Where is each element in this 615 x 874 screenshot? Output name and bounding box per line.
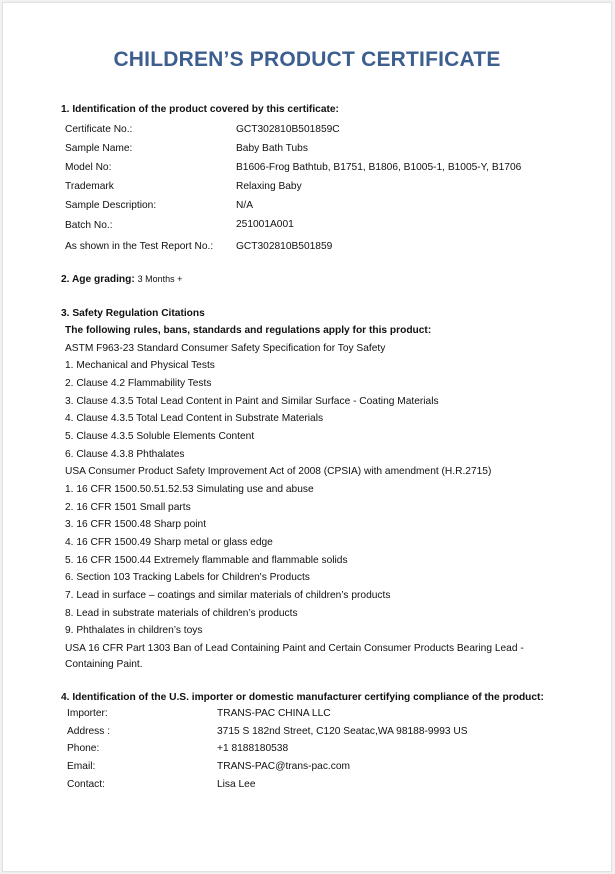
- regulation-line: USA 16 CFR Part 1303 Ban of Lead Containing Paint and Certain Consumer Products Bearing Lead -: [65, 643, 524, 654]
- regulation-line: 4. Clause 4.3.5 Total Lead Content in Substrate Materials: [65, 413, 324, 424]
- contact-label: Contact:: [67, 779, 105, 790]
- batch-no-value: 251001A001: [236, 219, 294, 230]
- regulation-line: 9. Phthalates in children’s toys: [65, 625, 203, 636]
- test-report-value: GCT302810B501859: [236, 241, 333, 252]
- batch-no-label: Batch No.:: [65, 220, 113, 231]
- sample-description-value: N/A: [236, 200, 253, 211]
- regulation-line: 6. Clause 4.3.8 Phthalates: [65, 449, 185, 460]
- sample-name-label: Sample Name:: [65, 143, 133, 154]
- regulation-line: 1. Mechanical and Physical Tests: [65, 360, 215, 371]
- regulation-line: Containing Paint.: [65, 659, 143, 670]
- importer-value: TRANS-PAC CHINA LLC: [217, 708, 331, 719]
- regulation-line: 8. Lead in substrate materials of children’s products: [65, 608, 298, 619]
- age-grading-value: 3 Months +: [137, 274, 183, 284]
- model-no-value: B1606-Frog Bathtub, B1751, B1806, B1005-1, B1005-Y, B1706: [236, 162, 522, 173]
- regulation-line: 2. Clause 4.2 Flammability Tests: [65, 378, 212, 389]
- regulation-line: 2. 16 CFR 1501 Small parts: [65, 502, 191, 513]
- certificate-no-value: GCT302810B501859C: [236, 124, 340, 135]
- importer-label: Importer:: [67, 708, 108, 719]
- regulation-line: 3. 16 CFR 1500.48 Sharp point: [65, 519, 207, 530]
- age-grading-heading: 2. Age grading:: [61, 274, 135, 285]
- regulation-line: 5. Clause 4.3.5 Soluble Elements Content: [65, 431, 255, 442]
- address-value: 3715 S 182nd Street, C120 Seatac,WA 98188-9993 US: [217, 726, 468, 737]
- regulation-line: 1. 16 CFR 1500.50.51.52.53 Simulating use and abuse: [65, 484, 314, 495]
- regulation-line: 7. Lead in surface – coatings and similar materials of children’s products: [65, 590, 391, 601]
- phone-value: +1 8188180538: [217, 743, 289, 754]
- regulation-line: 3. Clause 4.3.5 Total Lead Content in Paint and Similar Surface - Coating Materials: [65, 396, 439, 407]
- sample-description-label: Sample Description:: [65, 200, 157, 211]
- regulation-line: USA Consumer Product Safety Improvement Act of 2008 (CPSIA) with amendment (H.R.2715): [65, 466, 492, 477]
- section-1-heading: 1. Identification of the product covered by this certificate:: [61, 104, 339, 115]
- regulation-line: 6. Section 103 Tracking Labels for Children's Products: [65, 572, 310, 583]
- email-value: TRANS-PAC@trans-pac.com: [217, 761, 350, 772]
- page-title: CHILDREN’S PRODUCT CERTIFICATE: [113, 48, 501, 71]
- test-report-label: As shown in the Test Report No.:: [65, 241, 214, 252]
- regulation-line: 4. 16 CFR 1500.49 Sharp metal or glass edge: [65, 537, 273, 548]
- address-label: Address :: [67, 726, 111, 737]
- certificate-page: [2, 2, 612, 872]
- regulation-line: 5. 16 CFR 1500.44 Extremely flammable and flammable solids: [65, 555, 348, 566]
- certificate-no-label: Certificate No.:: [65, 124, 133, 135]
- model-no-label: Model No:: [65, 162, 112, 173]
- section-4-heading: 4. Identification of the U.S. importer or domestic manufacturer certifying compliance of the product:: [61, 692, 544, 703]
- regulation-line: ASTM F963-23 Standard Consumer Safety Specification for Toy Safety: [65, 343, 386, 354]
- trademark-label: Trademark: [65, 181, 114, 192]
- section-3-subheading: The following rules, bans, standards and regulations apply for this product:: [65, 325, 432, 336]
- contact-value: Lisa Lee: [217, 779, 256, 790]
- age-grading: [61, 273, 182, 286]
- sample-name-value: Baby Bath Tubs: [236, 143, 308, 154]
- email-label: Email:: [67, 761, 96, 772]
- section-3-heading: 3. Safety Regulation Citations: [61, 308, 205, 319]
- trademark-value: Relaxing Baby: [236, 181, 302, 192]
- phone-label: Phone:: [67, 743, 100, 754]
